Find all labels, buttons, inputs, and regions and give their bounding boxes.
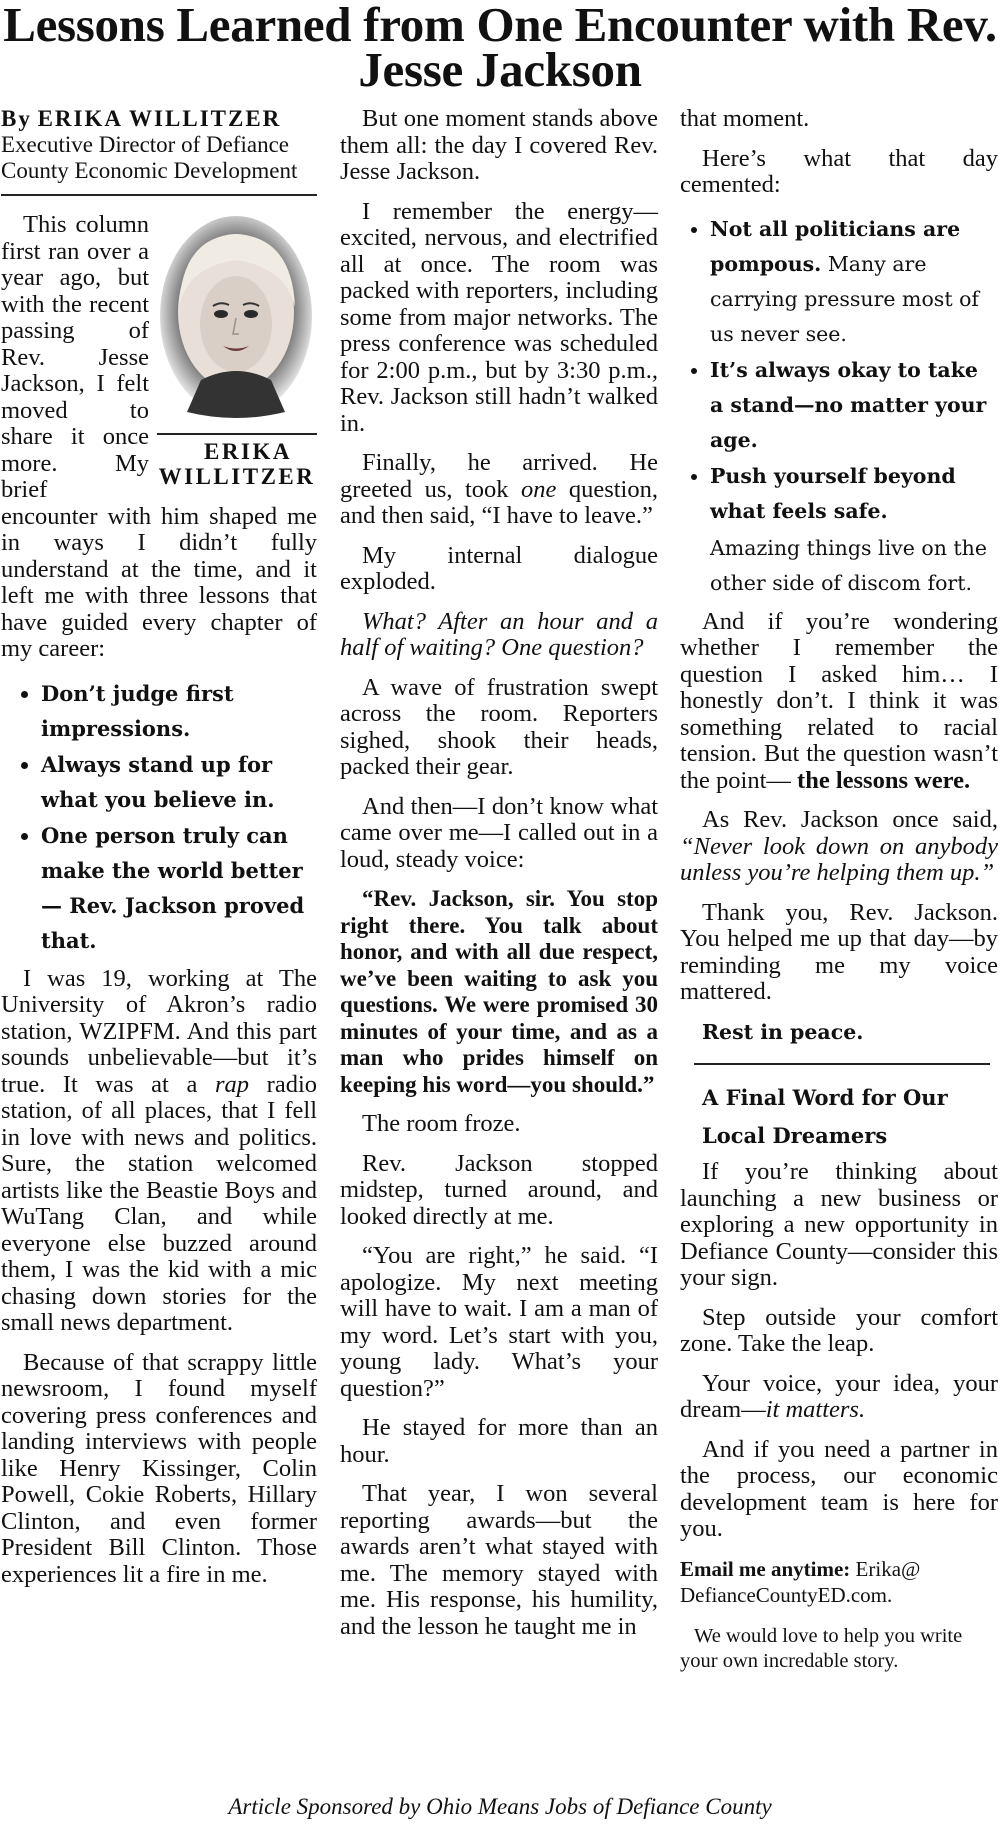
- awards-paragraph: That year, I won several reporting awards—but the awards aren’t what stayed with me. The memory stayed with me. His response, his humility, and the lesson he taught me in: [340, 1480, 658, 1640]
- comfort-paragraph: Step outside your comfort zone. Take the leap.: [680, 1303, 998, 1357]
- rap-emphasis: rap: [214, 1070, 250, 1098]
- contact-line: [680, 1556, 998, 1608]
- voice-text: Your voice, your idea, your dream—: [680, 1369, 998, 1423]
- takeaway-bold: Push yourself beyond what feels safe.: [710, 463, 956, 523]
- photo-divider: [157, 433, 317, 435]
- one-emphasis: one: [520, 475, 557, 503]
- column-3: [680, 106, 998, 1687]
- question-paragraph: [680, 609, 998, 795]
- moment-continued: that moment.: [680, 105, 810, 132]
- sponsor-footer: Article Sponsored by Ohio Means Jobs of Defiance County: [228, 1794, 772, 1819]
- takeaway-bold: Not all politicians are pompous.: [710, 216, 961, 276]
- takeaway-rest: Many are carrying pressure most of us never see.: [710, 251, 980, 346]
- froze-paragraph: The room froze.: [362, 1110, 521, 1137]
- akron-text-a: I was 19, working at The University of Akron’s radio station, WZIPFM. And this part sounds unbelievable—but it’s true. It was at a: [1, 964, 317, 1098]
- arrival-text-b: question, and then said, “I have to leave.”: [340, 475, 658, 529]
- energy-paragraph: I remember the energy—excited, nervous, and electrified all at once. The room was packed with reporters, including some from major networks. The press conference was scheduled for 2:00 p.m., but by 3:30 p.m., Rev. Jackson still hadn’t walked in.: [340, 197, 658, 437]
- amazing-line: Amazing things live on the other side of discom fort.: [710, 535, 988, 595]
- lessons-list: [1, 676, 317, 958]
- quote-lead: As Rev. Jackson once said,: [702, 806, 998, 833]
- byline-divider: [1, 194, 317, 196]
- author-photo-block: [157, 212, 317, 489]
- closing-line: We would love to help you write your own incredable story.: [680, 1624, 963, 1672]
- newsroom-paragraph: Because of that scrappy little newsroom, I found myself covering press conferences and landing interviews with people like Henry Kissinger, Colin Powell, Cokie Roberts, Hillary Clinton, and even former President Bill Clinton. Those experiences lit a fire in me.: [1, 1348, 317, 1588]
- lesson-item: • Don’t judge first impressions.: [41, 676, 317, 746]
- contact-email[interactable]: Erika@ DefianceCountyED.com.: [680, 1556, 921, 1607]
- partner-paragraph: And if you need a partner in the process, our economic development team is here for you.: [680, 1435, 998, 1542]
- contact-label: Email me anytime:: [680, 1556, 851, 1581]
- jackson-quote: “Never look down on anybody unless you’re helping them up.”: [680, 832, 998, 886]
- section-title: A Final Word for Our Local Dreamers: [702, 1085, 948, 1148]
- voice-paragraph: [680, 1371, 998, 1424]
- intro-text: This column first ran over a year ago, but with the recent passing of Rev. Jesse Jackson, I felt moved to share it once more. My brief encounter with him shaped me in ways I didn’t fully understand at the time, and it left me with three lessons that have guided every chapter of my career:: [1, 211, 317, 662]
- matters-emphasis: it matters.: [765, 1396, 866, 1423]
- lesson-item: • Always stand up for what you believe in.: [41, 747, 317, 817]
- arrival-text-a: Finally, he arrived. He greeted us, took: [340, 449, 658, 503]
- headline: Lessons Learned from One Encounter with Rev. Jesse Jackson: [3, 0, 997, 97]
- photo-caption: ERIKA WILLITZER: [158, 439, 316, 489]
- section-divider: [694, 1063, 990, 1065]
- midstep-paragraph: Rev. Jackson stopped midstep, turned around, and looked directly at me.: [340, 1149, 658, 1230]
- byline-name: ERIKA WILLITZER: [37, 106, 282, 131]
- takeaway-item: [710, 212, 998, 352]
- column-1: [1, 106, 317, 1601]
- byline: [1, 106, 317, 184]
- takeaway-bold: It’s always okay to take a stand—no matter your age.: [710, 357, 987, 452]
- dialogue-paragraph: My internal dialogue exploded.: [340, 541, 658, 595]
- thanks-paragraph: Thank you, Rev. Jackson. You helped me up that day—by reminding me my voice mattered.: [680, 898, 998, 1005]
- stayed-paragraph: He stayed for more than an hour.: [340, 1414, 658, 1468]
- arrival-paragraph: [340, 450, 658, 530]
- rest-in-peace: Rest in peace.: [702, 1019, 864, 1044]
- intro-paragraph: [1, 212, 317, 663]
- inner-thought: What? After an hour and a half of waiting? One question?: [340, 607, 658, 661]
- callout-paragraph: And then—I don’t know what came over me—I called out in a loud, steady voice:: [340, 792, 658, 873]
- takeaway-item: [710, 353, 998, 458]
- lessons-emphasis: the lessons were.: [797, 766, 971, 794]
- takeaways-list: [680, 212, 998, 529]
- takeaway-item: [710, 459, 998, 529]
- question-text: And if you’re wondering whether I remember the question I asked him… I honestly don’t. I think it was something related to racial tension. But the question wasn’t the point—: [680, 607, 998, 794]
- akron-text-b: radio station, of all places, that I fell in love with news and politics. Sure, the station welcomed artists like the Beastie Boys and WuTang Clan, and while everyone else buzzed around them, I was the kid with a mic chasing down stories for the small news department.: [1, 1070, 317, 1336]
- lesson-item: • One person truly can make the world better — Rev. Jackson proved that.: [41, 818, 317, 958]
- column-2: [340, 106, 658, 1653]
- author-portrait: [157, 212, 315, 427]
- akron-paragraph: [1, 966, 317, 1337]
- byline-by: By: [1, 106, 32, 131]
- apology-paragraph: “You are right,” he said. “I apologize. My next meeting will have to wait. I am a man of my word. Let’s start with you, young lady. What’s your question?”: [340, 1242, 658, 1402]
- dreamers-paragraph: If you’re thinking about launching a new business or exploring a new opportunity in Defiance County—consider this your sign.: [680, 1158, 998, 1291]
- frustration-paragraph: A wave of frustration swept across the room. Reporters sighed, shook their heads, packed their gear.: [340, 673, 658, 780]
- bold-quote: “Rev. Jackson, sir. You stop right there. You talk about honor, and with all due respect, we’ve been waiting to ask you questions. We were promised 30 minutes of your time, and as a man who prides himself on keeping his word—you should.”: [340, 886, 658, 1097]
- moment-paragraph: But one moment stands above them all: the day I covered Rev. Jesse Jackson.: [340, 105, 658, 185]
- cemented-paragraph: Here’s what that day cemented:: [680, 144, 998, 198]
- byline-title: Executive Director of Defiance County Economic Development: [1, 132, 298, 183]
- quote-paragraph: [680, 807, 998, 887]
